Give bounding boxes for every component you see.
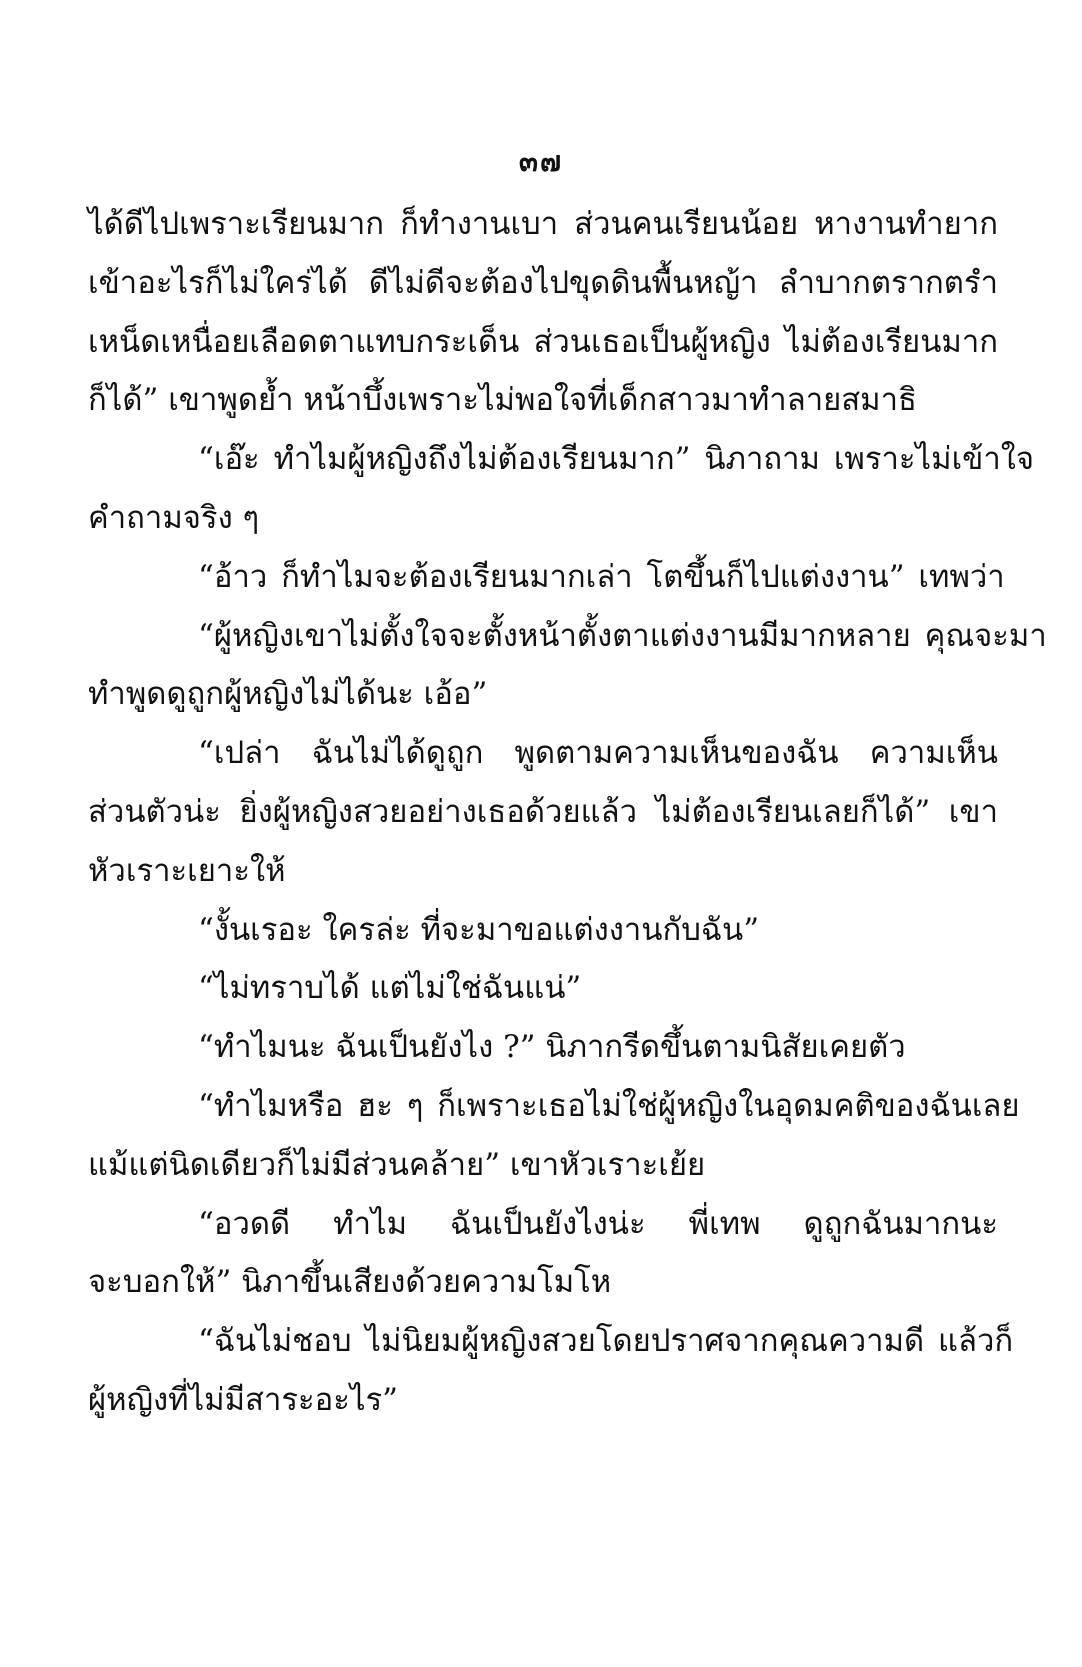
text-line: “ทำไมหรือ ฮะ ๆ ก็เพราะเธอไม่ใช่ผู้หญิงในอุดมคติของฉันเลย [198,1087,1020,1124]
text-line: “ผู้หญิงเขาไม่ตั้งใจจะตั้งหน้าตั้งตาแต่งงานมีมากหลาย คุณจะมา [198,617,1047,654]
text-line: “ฉันไม่ชอบ ไม่นิยมผู้หญิงสวยโดยปราศจากคุณความดี แล้วก็ [198,1323,1014,1360]
body-text [88,195,1047,1430]
text-line: แม้แต่นิดเดียวก็ไม่มีส่วนคล้าย” เขาหัวเราะเย้ย [88,1146,706,1183]
text-line: หัวเราะเยาะให้ [88,852,286,889]
text-line: คำถามจริง ๆ [88,499,260,536]
text-line: ได้ดีไปเพราะเรียนมาก ก็ทำงานเบา ส่วนคนเรียนน้อย หางานทำยาก [88,206,998,242]
text-line: เหน็ดเหนื่อยเลือดตาแทบกระเด็น ส่วนเธอเป็นผู้หญิง ไม่ต้องเรียนมาก [88,323,998,360]
text-line: เข้าอะไรก็ไม่ใคร่ได้ ดีไม่ดีจะต้องไปขุดดินพื้นหญ้า ลำบากตรากตรำ [88,264,998,301]
text-line: “เอ๊ะ ทำไมผู้หญิงถึงไม่ต้องเรียนมาก” นิภาถาม เพราะไม่เข้าใจ [198,441,1035,478]
text-line: “อ้าว ก็ทำไมจะต้องเรียนมากเล่า โตขึ้นก็ไปแต่งงาน” เทพว่า [198,558,1005,595]
text-line: “งั้นเรอะ ใครล่ะ ที่จะมาขอแต่งงานกับฉัน” [198,911,760,948]
text-line: จะบอกให้” นิภาขึ้นเสียงด้วยความโมโห [88,1264,612,1301]
text-line: “ทำไมนะ ฉันเป็นยังไง ?” นิภากรีดขึ้นตามนิสัยเคยตัว [198,1029,906,1066]
text-line: ก็ได้” เขาพูดย้ำ หน้าบึ้งเพราะไม่พอใจที่เด็กสาวมาทำลายสมาธิ [88,382,917,419]
text-line: ผู้หญิงที่ไม่มีสาระอะไร” [88,1381,399,1418]
text-line: ทำพูดดูถูกผู้หญิงไม่ได้นะ เอ้อ” [88,676,488,713]
text-line: “ไม่ทราบได้ แต่ไม่ใช่ฉันแน่” [198,970,582,1007]
text-line: ส่วนตัวน่ะ ยิ่งผู้หญิงสวยอย่างเธอด้วยแล้ว ไม่ต้องเรียนเลยก็ได้” เขา [88,793,998,830]
text-line: “เปล่า ฉันไม่ได้ดูถูก พูดตามความเห็นของฉัน ความเห็น [198,735,998,772]
text-line: “อวดดี ทำไม ฉันเป็นยังไงน่ะ พี่เทพ ดูถูกฉันมากนะ [198,1205,998,1242]
page-number: ๓๗ [518,145,564,178]
